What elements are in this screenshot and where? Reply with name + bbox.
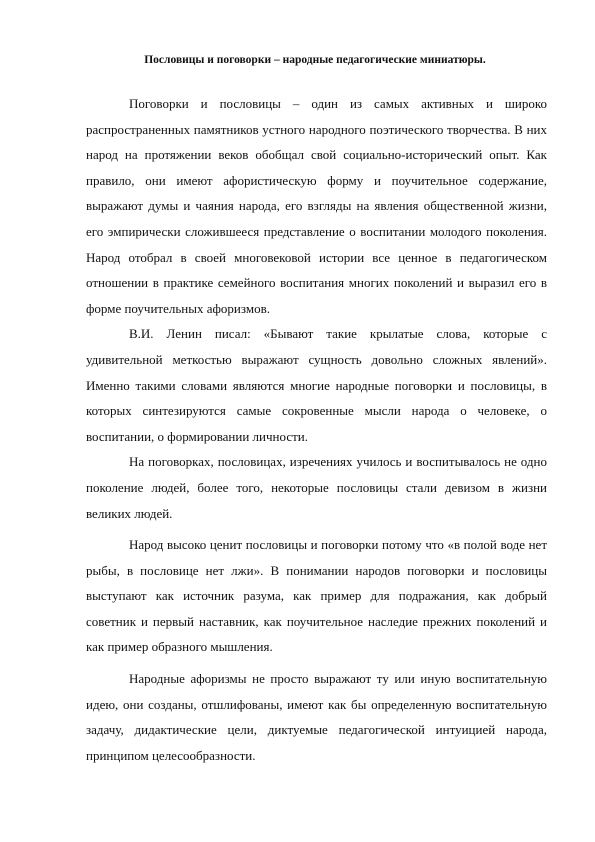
paragraph-2: В.И. Ленин писал: «Бывают такие крылатые слова, которые с удивительной меткостью выражают сущность довольно сложных явлений». Именно такими словами являются многие народные поговорки и пословицы, в которых синтезируются самые сокровенные мысли народа о человеке, о воспитании, о формировании личности.	[86, 326, 547, 444]
paragraph-3: На поговорках, пословицах, изречениях училось и воспитывалось не одно поколение людей, более того, некоторые пословицы стали девизом в жизни великих людей.	[86, 454, 547, 521]
paragraph-4: Народ высоко ценит пословицы и поговорки потому что «в полой воде нет рыбы, в пословице нет лжи». В понимании народов поговорки и пословицы выступают как источник разума, как пример для подражания, как добрый советник и первый наставник, как поучительное наследие прежних поколений и как пример образного мышления.	[86, 537, 547, 655]
paragraph-5: Народные афоризмы не просто выражают ту или иную воспитательную идею, они созданы, отшлифованы, имеют как бы определенную воспитательную задачу, дидактические цели, диктуемые педагогической интуицией народа, принципом целесообразности.	[86, 671, 547, 763]
paragraph-1: Поговорки и пословицы – один из самых активных и широко распространенных памятников устного народного поэтического творчества. В них народ на протяжении веков обобщал свой социально-исторический опыт. Как правило, они имеют афористическую форму и поучительное содержание, выражают думы и чаяния народа, его взгляды на явления общественной жизни, его эмпирически сложившееся представление о воспитании молодого поколения. Народ отобрал в своей многовековой истории все ценное в педагогическом отношении в практике семейного воспитания многих поколений и выразил его в форме поучительных афоризмов.	[86, 96, 547, 316]
document-title: Пословицы и поговорки – народные педагогические миниатюры.	[144, 54, 486, 66]
